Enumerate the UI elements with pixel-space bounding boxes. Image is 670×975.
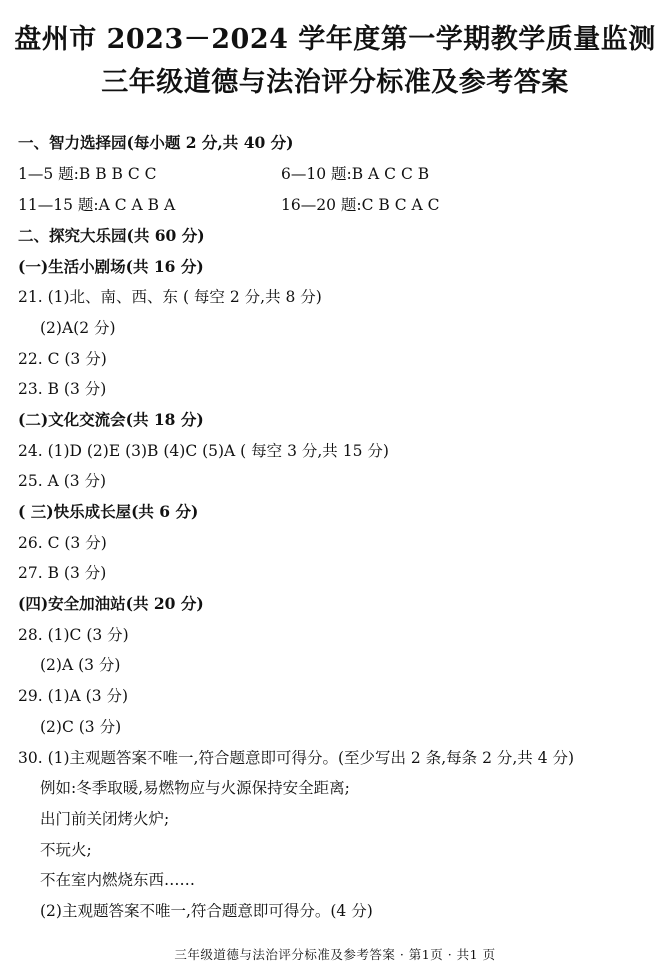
part-2-heading: (二)文化交流会(共 18 分) [18,410,204,429]
q27-answer: 27. B (3 分) [18,564,107,582]
answers-6-10: 6—10 题:B A C C B [281,165,430,183]
q22-answer: 22. C (3 分) [18,350,107,368]
answers-1-5: 1—5 题:B B B C C [18,165,157,183]
document-subtitle: 三年级道德与法治评分标准及参考答案 [101,67,569,98]
q30-example-2: 出门前关闭烤火炉; [40,810,170,828]
q30-example-4: 不在室内燃烧东西…… [40,871,196,889]
q23-answer: 23. B (3 分) [18,380,107,398]
q26-answer: 26. C (3 分) [18,534,107,552]
section-1-heading: 一、智力选择园(每小题 2 分,共 40 分) [18,133,294,152]
answers-16-20: 16—20 题:C B C A C [281,196,440,214]
q30-part2: (2)主观题答案不唯一,符合题意即可得分。(4 分) [40,902,373,920]
q25-answer: 25. A (3 分) [18,472,107,490]
part-4-heading: (四)安全加油站(共 20 分) [18,594,204,613]
q29-part1: 29. (1)A (3 分) [18,687,129,705]
q28-part2: (2)A (3 分) [40,656,121,674]
page-footer: 三年级道德与法治评分标准及参考答案 · 第1页 · 共1 页 [174,947,496,962]
q24-answer: 24. (1)D (2)E (3)B (4)C (5)A ( 每空 3 分,共 15 分) [18,442,389,460]
q30-part1: 30. (1)主观题答案不唯一,符合题意即可得分。(至少写出 2 条,每条 2 分,共 4 分) [18,749,575,767]
q30-example-3: 不玩火; [40,841,92,859]
answer-row [18,195,440,215]
q21-part2: (2)A(2 分) [40,319,116,337]
answers-11-15: 11—15 题:A C A B A [18,196,176,214]
q28-part1: 28. (1)C (3 分) [18,626,129,644]
part-1-heading: (一)生活小剧场(共 16 分) [18,257,204,276]
q21-part1: 21. (1)北、南、西、东 ( 每空 2 分,共 8 分) [18,288,322,306]
q30-example-1: 例如:冬季取暖,易燃物应与火源保持安全距离; [40,779,350,797]
part-3-heading: ( 三)快乐成长屋(共 6 分) [18,502,199,521]
q29-part2: (2)C (3 分) [40,718,122,736]
answer-row [18,164,430,184]
section-2-heading: 二、探究大乐园(共 60 分) [18,226,205,245]
document-title: 盘州市 2023－2024 学年度第一学期教学质量监测 [14,24,656,55]
